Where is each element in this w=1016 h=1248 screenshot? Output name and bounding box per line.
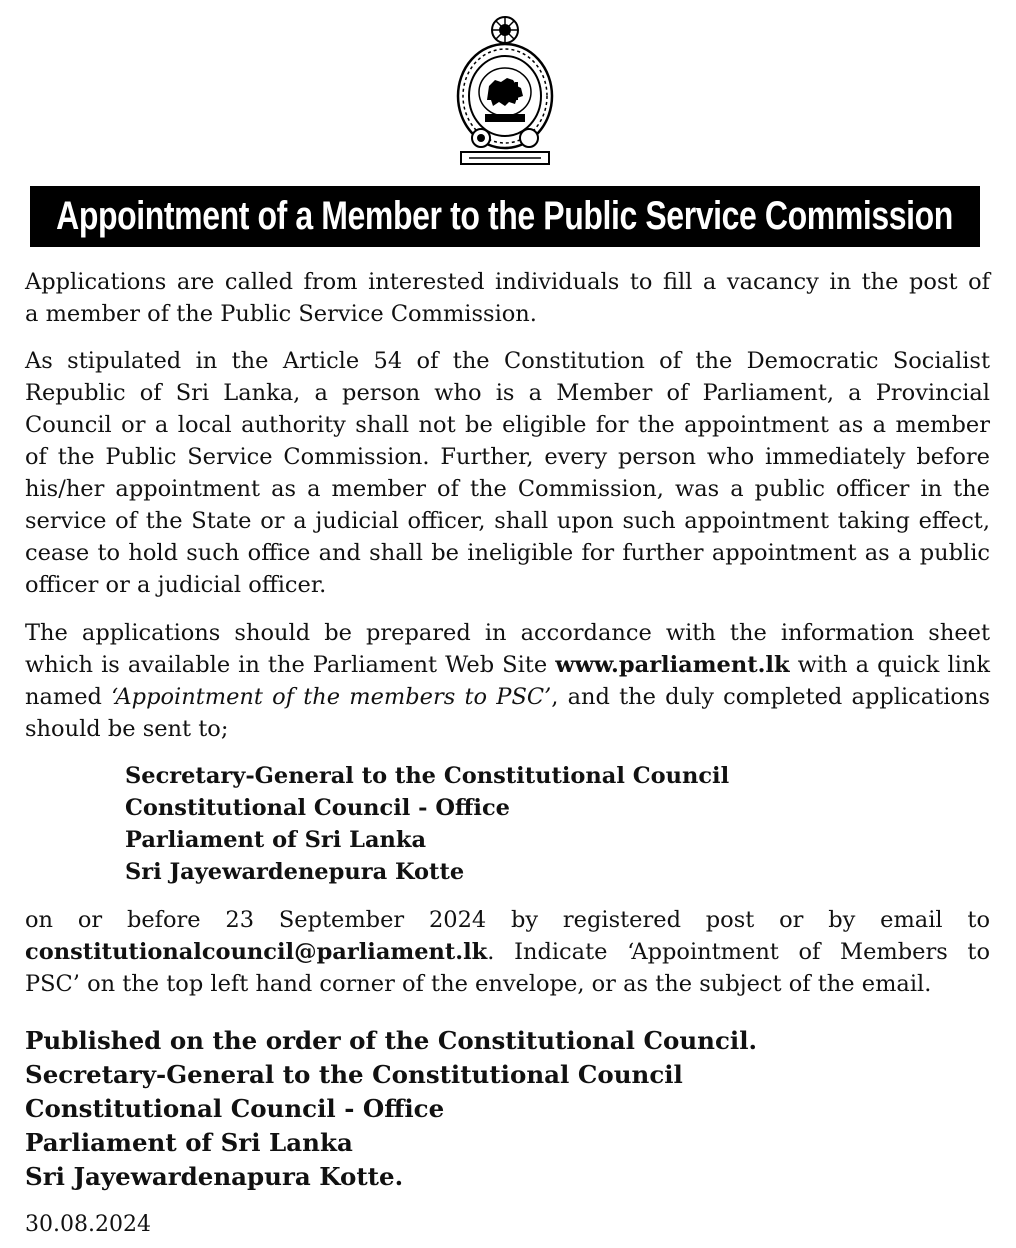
paragraph-line: Republic of Sri Lanka, a person who is a Member of Parliament, a Provincial: [25, 380, 990, 406]
address-line: Sri Jayewardenepura Kotte: [125, 859, 465, 885]
paragraph-line: Applications are called from interested individuals to fill a vacancy in the post of: [25, 269, 990, 295]
mailing-address: [125, 760, 729, 888]
paragraph-line: Council or a local authority shall not be eligible for the appointment as a member: [25, 412, 990, 438]
paragraph-line: cease to hold such office and shall be ineligible for further appointment as a public: [25, 540, 990, 566]
paragraph-line: PSC’ on the top left hand corner of the envelope, or as the subject of the email.: [25, 971, 932, 997]
paragraph-intro: [25, 266, 990, 330]
publisher-block: [25, 1024, 757, 1194]
paragraph-text: which is available in the Parliament Web Site: [25, 652, 556, 678]
paragraph-line: on or before 23 September 2024 by registered post or by email to: [25, 907, 990, 933]
paragraph-line: As stipulated in the Article 54 of the Constitution of the Democratic Socialist: [25, 348, 990, 374]
paragraph-text: , and the duly completed applications: [551, 684, 990, 710]
address-line: Constitutional Council - Office: [125, 795, 510, 821]
quick-link-name: ‘Appointment of the members to PSC’: [111, 684, 552, 710]
title-banner: [30, 186, 980, 247]
paragraph-line: a member of the Public Service Commission.: [25, 301, 537, 327]
page-title: Appointment of a Member to the Public Service Commission: [56, 194, 954, 238]
paragraph-line: his/her appointment as a member of the Commission, was a public officer in the: [25, 476, 990, 502]
paragraph-line: [25, 649, 990, 681]
paragraph-instructions: [25, 617, 990, 745]
publication-date: 30.08.2024: [25, 1212, 151, 1237]
footer-line: Secretary-General to the Constitutional Council: [25, 1060, 683, 1089]
paragraph-line: service of the State or a judicial officer, shall upon such appointment taking effect,: [25, 508, 990, 534]
paragraph-line: should be sent to;: [25, 716, 229, 742]
paragraph-line: [25, 936, 990, 968]
paragraph-line: of the Public Service Commission. Further, every person who immediately before: [25, 444, 990, 470]
email-link[interactable]: constitutionalcouncil@parliament.lk: [25, 939, 488, 965]
footer-line: Constitutional Council - Office: [25, 1094, 445, 1123]
paragraph-line: [25, 681, 990, 713]
paragraph-text: named: [25, 684, 112, 710]
address-line: Secretary-General to the Constitutional Council: [125, 763, 730, 789]
website-link[interactable]: www.parliament.lk: [555, 652, 790, 678]
paragraph-text: with a quick link: [789, 652, 990, 678]
paragraph-deadline: [25, 904, 990, 1000]
footer-line: Parliament of Sri Lanka: [25, 1128, 353, 1157]
footer-line: Published on the order of the Constitutional Council.: [25, 1026, 758, 1055]
footer-line: Sri Jayewardenapura Kotte.: [25, 1162, 404, 1191]
address-line: Parliament of Sri Lanka: [125, 827, 427, 853]
paragraph-line: officer or a judicial officer.: [25, 572, 327, 598]
paragraph-eligibility: [25, 345, 990, 601]
paragraph-line: The applications should be prepared in accordance with the information sheet: [25, 620, 990, 646]
paragraph-text: . Indicate ‘Appointment of Members to: [487, 939, 990, 965]
sri-lanka-state-emblem-icon: [455, 14, 555, 166]
